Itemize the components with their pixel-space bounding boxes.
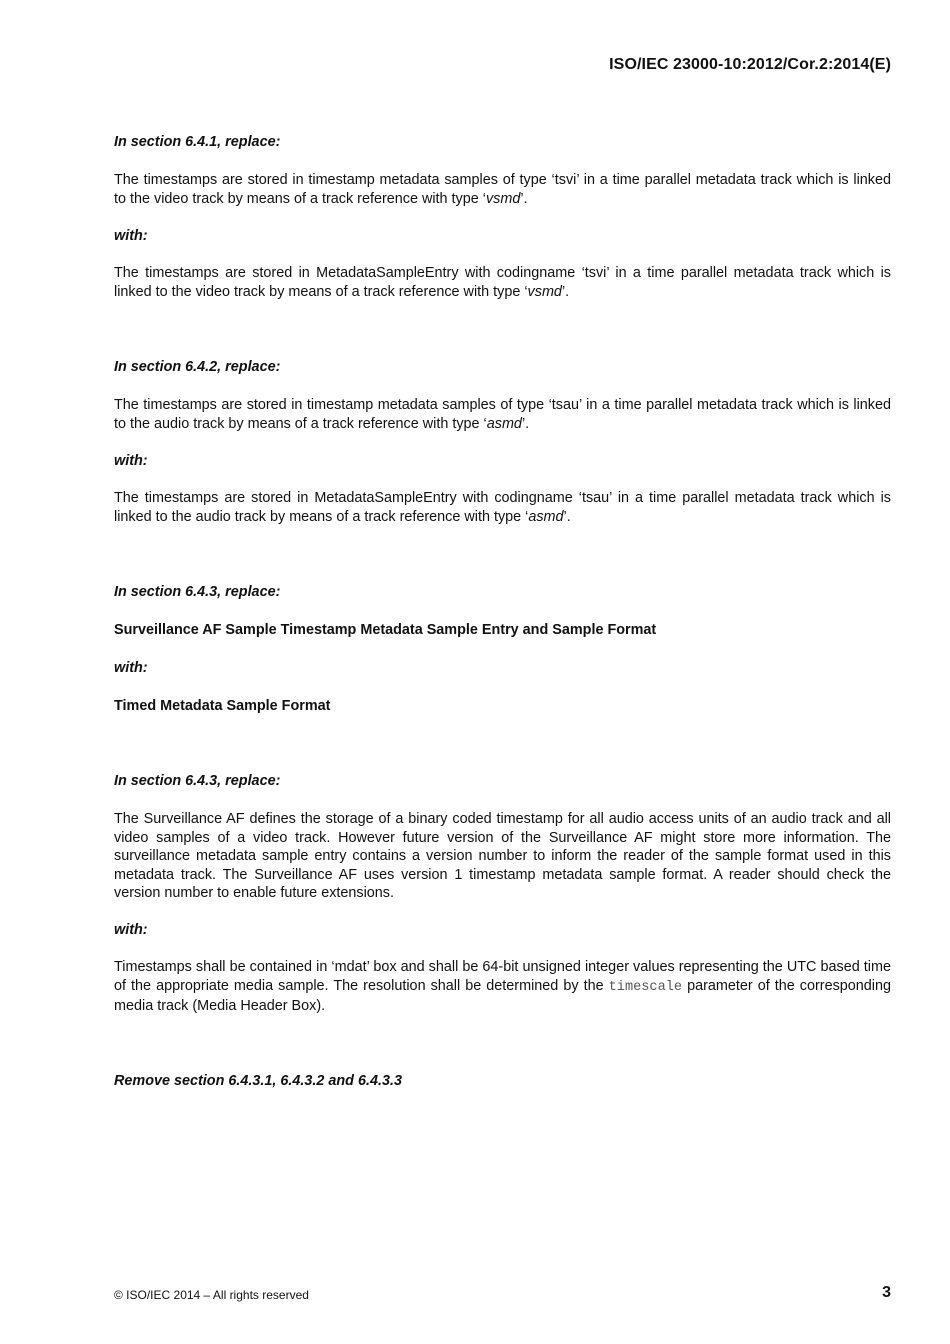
instruction-with-6-4-2: with:: [114, 453, 148, 469]
code-timescale: timescale: [608, 979, 683, 995]
instruction-remove-sections: Remove section 6.4.3.1, 6.4.3.2 and 6.4.3.3: [114, 1073, 402, 1089]
paragraph-original-6-4-2: The timestamps are stored in timestamp metadata samples of type ‘tsau’ in a time parallel metadata track which is linked to the audio track by means of a track reference with type ‘asmd’.: [114, 397, 891, 432]
paragraph-replacement-6-4-2: The timestamps are stored in MetadataSampleEntry with codingname ‘tsau’ in a time parallel metadata track which is linked to the audio track by means of a track reference with type ‘asmd’.: [114, 490, 891, 525]
document-id-header: ISO/IEC 23000-10:2012/Cor.2:2014(E): [609, 56, 891, 73]
paragraph-replacement-6-4-1: The timestamps are stored in MetadataSampleEntry with codingname ‘tsvi’ in a time parallel metadata track which is linked to the video track by means of a track reference with type ‘vsmd’.: [114, 265, 891, 300]
page-number: 3: [882, 1284, 891, 1301]
instruction-with-6-4-3-heading: with:: [114, 660, 148, 676]
instruction-replace-6-4-3-text: In section 6.4.3, replace:: [114, 773, 281, 789]
original-heading-6-4-3: Surveillance AF Sample Timestamp Metadata Sample Entry and Sample Format: [114, 622, 657, 638]
instruction-with-6-4-1: with:: [114, 228, 148, 244]
instruction-replace-6-4-2: In section 6.4.2, replace:: [114, 359, 281, 375]
instruction-replace-6-4-3-heading: In section 6.4.3, replace:: [114, 584, 281, 600]
paragraph-original-6-4-1: The timestamps are stored in timestamp metadata samples of type ‘tsvi’ in a time parallel metadata track which is linked to the video track by means of a track reference with type ‘vsmd’.: [114, 172, 891, 207]
paragraph-original-6-4-3: The Surveillance AF defines the storage of a binary coded timestamp for all audio access units of an audio track and all video samples of a video track. However future version of the Surveillance AF might store more information. The surveillance metadata sample entry contains a version number to inform the reader of the sample format used in this metadata track. The Surveillance AF uses version 1 timestamp metadata sample format. A reader should check the version number to enable future extensions.: [114, 811, 891, 902]
instruction-replace-6-4-1: In section 6.4.1, replace:: [114, 134, 281, 150]
instruction-with-6-4-3-text: with:: [114, 922, 148, 938]
replacement-heading-6-4-3: Timed Metadata Sample Format: [114, 698, 331, 714]
paragraph-replacement-6-4-3: Timestamps shall be contained in ‘mdat’ box and shall be 64-bit unsigned integer values representing the UTC based time of the appropriate media sample. The resolution shall be determined by the timescale parameter of the corresponding media track (Media Header Box).: [114, 959, 892, 1015]
footer-copyright: © ISO/IEC 2014 – All rights reserved: [114, 1288, 309, 1302]
